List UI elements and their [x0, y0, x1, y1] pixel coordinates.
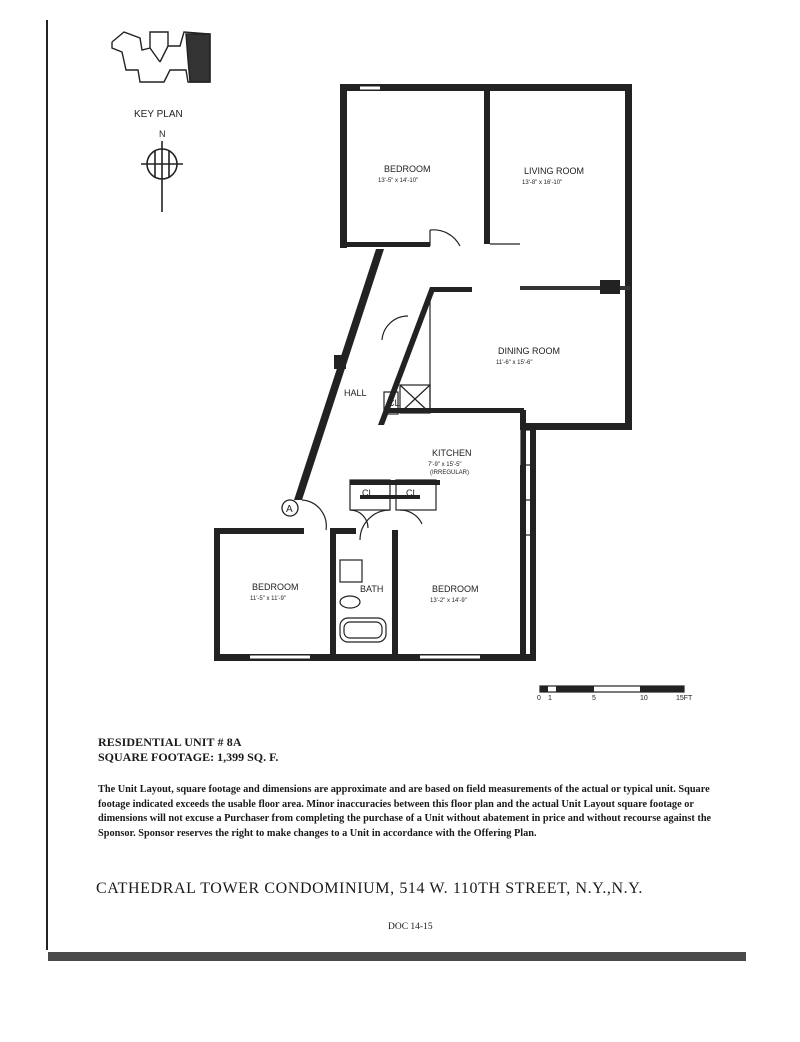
unit-title: RESIDENTIAL UNIT # 8A — [98, 735, 242, 749]
room-name-bedroom-1: BEDROOM — [384, 164, 431, 174]
room-dims-living-room: 13'-8" x 16'-10" — [522, 180, 563, 186]
scale-bar — [540, 686, 684, 692]
document-number: DOC 14-15 — [388, 922, 433, 932]
scale-tick-1: 1 — [548, 695, 552, 700]
closet-label-3: CL — [406, 488, 418, 498]
room-dims-bedroom-2: 11'-5" x 11'-9" — [250, 596, 287, 602]
north-label: N — [159, 129, 166, 139]
disclaimer-text: The Unit Layout, square footage and dimensions are approximate and are based on field measurements of the actual or typical unit. Square footage indicated exceeds the usable floor area. Minor inaccuracies between this floor plan and the actual Unit Layout square footage or dimensions will not excuse a Purchaser from completing the purchase of a Unit without abatement in price and without recourse against the Sponsor. Sponsor reserves the right to make changes to a Unit in accordance with the Offering Plan. — [98, 784, 712, 839]
room-dims-bedroom-3: 13'-2" x 14'-9" — [430, 598, 467, 604]
building-name-address: CATHEDRAL TOWER CONDOMINIUM, 514 W. 110TH STREET, N.Y.,N.Y. — [96, 880, 643, 897]
closet-label-1: CL — [388, 398, 400, 408]
room-name-bath: BATH — [360, 584, 384, 594]
key-plan-label: KEY PLAN — [134, 109, 183, 120]
room-name-kitchen: KITCHEN — [432, 448, 472, 458]
room-name-hall: HALL — [344, 388, 367, 398]
key-plan-thumbnail — [112, 32, 210, 82]
room-dims-bedroom-1: 13'-5" x 14'-10" — [378, 178, 419, 184]
closet-label-2: CL — [362, 488, 374, 498]
room-note-kitchen: (IRREGULAR) — [430, 470, 470, 476]
room-dims-dining-room: 11'-6" x 15'-6" — [496, 360, 533, 366]
room-name-living-room: LIVING ROOM — [524, 166, 585, 176]
room-dims-kitchen: 7'-9" x 15'-5" — [428, 462, 462, 468]
entry-marker-label: A — [286, 504, 293, 515]
north-arrow — [141, 141, 183, 212]
scan-bottom-edge — [48, 952, 746, 961]
scale-tick-0: 0 — [537, 695, 541, 700]
scale-tick-15: 15FT — [676, 695, 693, 700]
room-name-dining-room: DINING ROOM — [498, 346, 560, 356]
room-name-bedroom-2: BEDROOM — [252, 582, 299, 592]
unit-square-footage: SQUARE FOOTAGE: 1,399 SQ. F. — [98, 750, 279, 764]
room-name-bedroom-3: BEDROOM — [432, 584, 479, 594]
scale-tick-5: 5 — [592, 695, 596, 700]
scale-tick-10: 10 — [640, 695, 648, 700]
